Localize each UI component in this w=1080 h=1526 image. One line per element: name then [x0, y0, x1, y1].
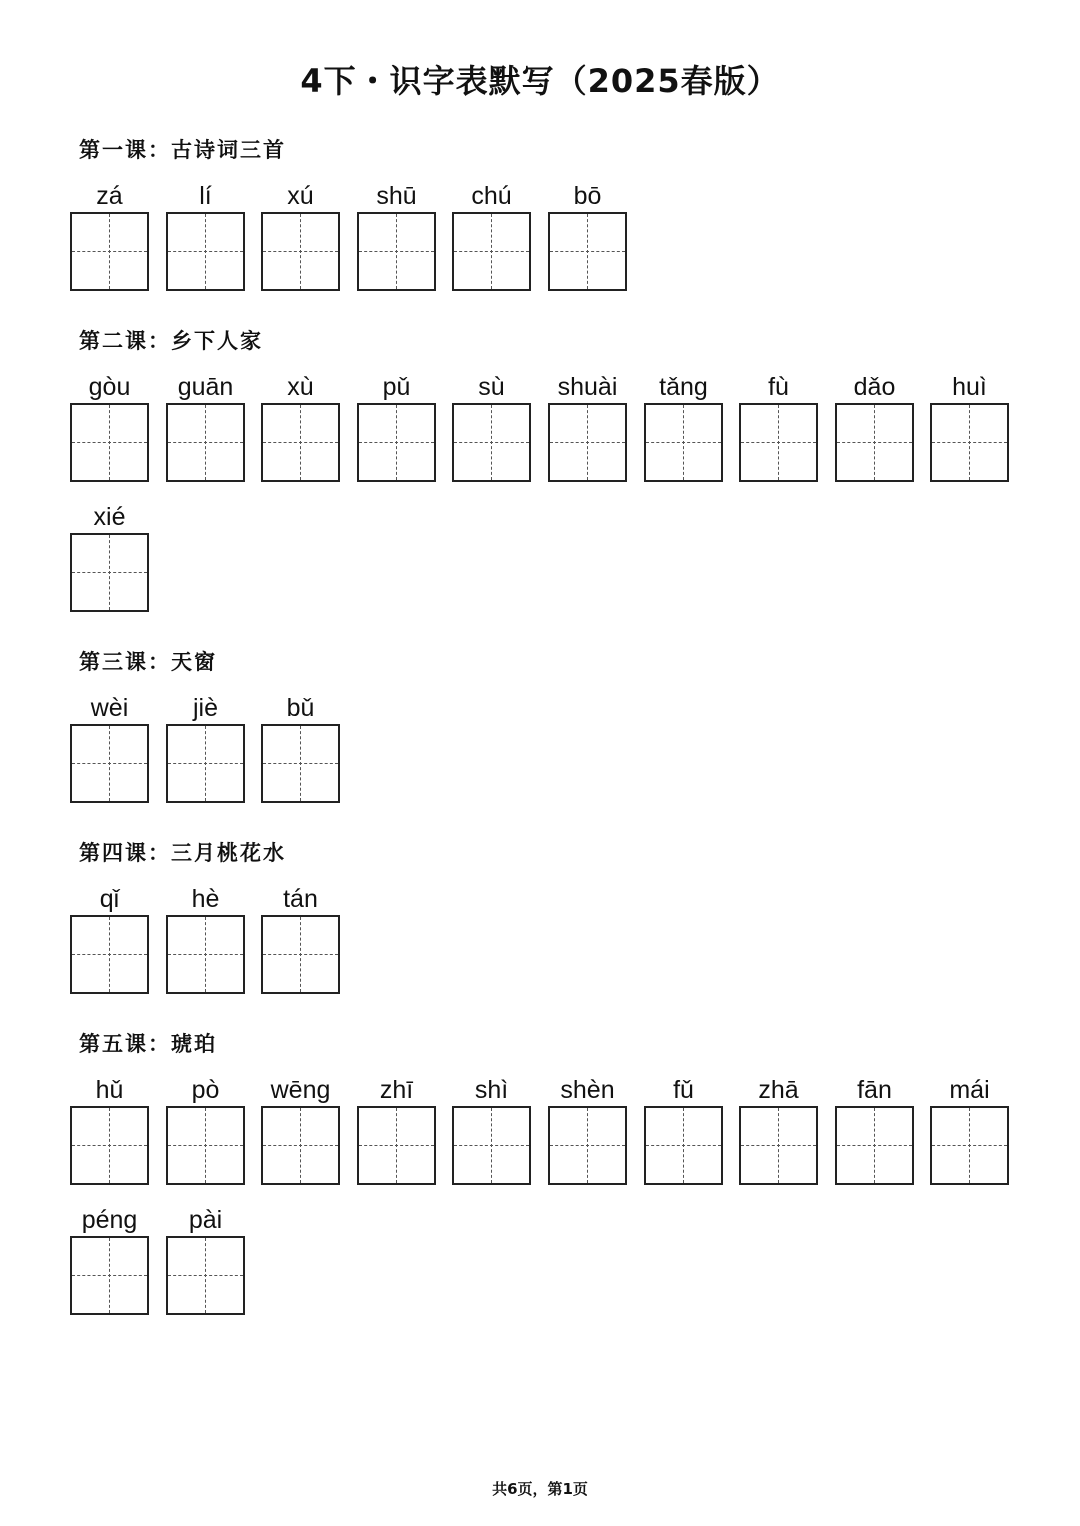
character-cell: [166, 1204, 245, 1315]
pinyin-label: sù: [478, 373, 505, 401]
pinyin-label: dǎo: [853, 373, 896, 401]
writing-box[interactable]: [166, 1106, 245, 1185]
character-cell: [70, 883, 149, 994]
grid-guide-vertical: [205, 917, 206, 992]
pinyin-label: shì: [474, 1076, 509, 1104]
character-cell: [70, 501, 149, 612]
grid-guide-vertical: [587, 214, 588, 289]
character-cell: [548, 1074, 627, 1185]
writing-box[interactable]: [930, 403, 1009, 482]
writing-box[interactable]: [70, 533, 149, 612]
grid-guide-vertical: [491, 405, 492, 480]
grid-guide-vertical: [491, 214, 492, 289]
grid-guide-vertical: [396, 405, 397, 480]
pinyin-label: hè: [191, 885, 220, 913]
pinyin-label: lí: [199, 182, 212, 210]
grid-guide-vertical: [109, 1108, 110, 1183]
writing-box[interactable]: [261, 724, 340, 803]
writing-box[interactable]: [70, 1106, 149, 1185]
grid-guide-vertical: [969, 405, 970, 480]
writing-box[interactable]: [739, 1106, 818, 1185]
grid-guide-vertical: [778, 405, 779, 480]
lesson-header: 第四课：三月桃花水: [79, 840, 286, 865]
character-cell: [835, 371, 914, 482]
writing-box[interactable]: [70, 915, 149, 994]
character-cell: [357, 1074, 436, 1185]
grid-guide-vertical: [874, 1108, 875, 1183]
lesson-header: 第五课：琥珀: [79, 1031, 217, 1056]
pinyin-label: tán: [283, 885, 318, 913]
pinyin-label: péng: [81, 1206, 138, 1234]
grid-guide-vertical: [109, 214, 110, 289]
character-cell: [166, 1074, 245, 1185]
pinyin-label: hǔ: [95, 1076, 124, 1104]
grid-guide-vertical: [205, 1238, 206, 1313]
grid-guide-vertical: [300, 726, 301, 801]
pinyin-label: xié: [93, 503, 126, 531]
writing-box[interactable]: [166, 915, 245, 994]
grid-guide-vertical: [587, 1108, 588, 1183]
character-cell: [452, 180, 531, 291]
writing-box[interactable]: [261, 1106, 340, 1185]
grid-guide-vertical: [683, 1108, 684, 1183]
character-cell: [357, 371, 436, 482]
character-cell: [70, 180, 149, 291]
grid-guide-vertical: [874, 405, 875, 480]
character-cell: [644, 1074, 723, 1185]
character-cell: [261, 1074, 340, 1185]
page-title: 4下・识字表默写（2025春版）: [300, 62, 780, 100]
pinyin-label: pò: [191, 1076, 220, 1104]
writing-box[interactable]: [644, 1106, 723, 1185]
writing-box[interactable]: [70, 724, 149, 803]
grid-guide-vertical: [587, 405, 588, 480]
character-cell: [261, 180, 340, 291]
writing-box[interactable]: [357, 1106, 436, 1185]
pinyin-label: zhī: [379, 1076, 414, 1104]
pinyin-label: wēng: [270, 1076, 331, 1104]
pinyin-label: huì: [952, 373, 987, 401]
writing-box[interactable]: [835, 403, 914, 482]
writing-box[interactable]: [261, 212, 340, 291]
grid-guide-vertical: [396, 214, 397, 289]
character-cell: [548, 371, 627, 482]
page-footer: 共6页，第1页: [492, 1480, 588, 1498]
writing-box[interactable]: [261, 915, 340, 994]
lesson-header: 第一课：古诗词三首: [79, 137, 286, 162]
writing-box[interactable]: [548, 212, 627, 291]
character-cell: [261, 692, 340, 803]
character-cell: [70, 1204, 149, 1315]
pinyin-label: bō: [573, 182, 602, 210]
writing-box[interactable]: [644, 403, 723, 482]
character-cell: [644, 371, 723, 482]
writing-box[interactable]: [70, 1236, 149, 1315]
writing-box[interactable]: [452, 403, 531, 482]
writing-box[interactable]: [739, 403, 818, 482]
grid-guide-vertical: [778, 1108, 779, 1183]
grid-guide-vertical: [109, 917, 110, 992]
pinyin-label: guān: [177, 373, 234, 401]
pinyin-label: chú: [471, 182, 512, 210]
writing-box[interactable]: [166, 1236, 245, 1315]
grid-guide-vertical: [969, 1108, 970, 1183]
pinyin-label: zá: [96, 182, 123, 210]
writing-box[interactable]: [166, 403, 245, 482]
grid-guide-vertical: [300, 917, 301, 992]
writing-box[interactable]: [452, 1106, 531, 1185]
grid-guide-vertical: [491, 1108, 492, 1183]
pinyin-label: pǔ: [382, 373, 411, 401]
pinyin-label: xù: [287, 373, 314, 401]
character-cell: [357, 180, 436, 291]
character-cell: [261, 883, 340, 994]
grid-guide-vertical: [109, 726, 110, 801]
character-cell: [70, 371, 149, 482]
character-cell: [166, 371, 245, 482]
pinyin-label: qǐ: [99, 885, 120, 913]
character-cell: [452, 1074, 531, 1185]
pinyin-label: fù: [768, 373, 789, 401]
pinyin-label: shuài: [557, 373, 618, 401]
grid-guide-vertical: [300, 405, 301, 480]
writing-box[interactable]: [70, 403, 149, 482]
character-cell: [739, 371, 818, 482]
grid-guide-vertical: [300, 1108, 301, 1183]
character-cell: [261, 371, 340, 482]
pinyin-label: pài: [188, 1206, 223, 1234]
pinyin-label: shèn: [560, 1076, 615, 1104]
pinyin-label: xú: [287, 182, 314, 210]
pinyin-label: shū: [376, 182, 417, 210]
character-cell: [452, 371, 531, 482]
writing-box[interactable]: [357, 212, 436, 291]
character-cell: [70, 692, 149, 803]
pinyin-label: fān: [857, 1076, 892, 1104]
character-cell: [835, 1074, 914, 1185]
grid-guide-vertical: [205, 405, 206, 480]
character-cell: [548, 180, 627, 291]
grid-guide-vertical: [109, 535, 110, 610]
pinyin-label: gòu: [88, 373, 131, 401]
pinyin-label: zhā: [758, 1076, 799, 1104]
writing-box[interactable]: [70, 212, 149, 291]
writing-box[interactable]: [166, 212, 245, 291]
pinyin-label: wèi: [90, 694, 129, 722]
pinyin-label: bǔ: [286, 694, 315, 722]
grid-guide-vertical: [205, 726, 206, 801]
writing-box[interactable]: [452, 212, 531, 291]
lesson-header: 第三课：天窗: [79, 649, 217, 674]
character-cell: [930, 371, 1009, 482]
writing-box[interactable]: [548, 1106, 627, 1185]
character-cell: [166, 180, 245, 291]
pinyin-label: fǔ: [673, 1076, 694, 1104]
grid-guide-vertical: [205, 214, 206, 289]
character-cell: [166, 883, 245, 994]
pinyin-label: mái: [949, 1076, 990, 1104]
grid-guide-vertical: [109, 405, 110, 480]
grid-guide-vertical: [683, 405, 684, 480]
grid-guide-vertical: [396, 1108, 397, 1183]
grid-guide-vertical: [205, 1108, 206, 1183]
character-cell: [166, 692, 245, 803]
pinyin-label: tǎng: [659, 373, 708, 401]
writing-box[interactable]: [930, 1106, 1009, 1185]
character-cell: [739, 1074, 818, 1185]
writing-box[interactable]: [548, 403, 627, 482]
writing-box[interactable]: [357, 403, 436, 482]
writing-box[interactable]: [166, 724, 245, 803]
character-cell: [930, 1074, 1009, 1185]
writing-box[interactable]: [261, 403, 340, 482]
character-cell: [70, 1074, 149, 1185]
grid-guide-vertical: [300, 214, 301, 289]
grid-guide-vertical: [109, 1238, 110, 1313]
pinyin-label: jiè: [192, 694, 218, 722]
lesson-header: 第二课：乡下人家: [79, 328, 263, 353]
writing-box[interactable]: [835, 1106, 914, 1185]
